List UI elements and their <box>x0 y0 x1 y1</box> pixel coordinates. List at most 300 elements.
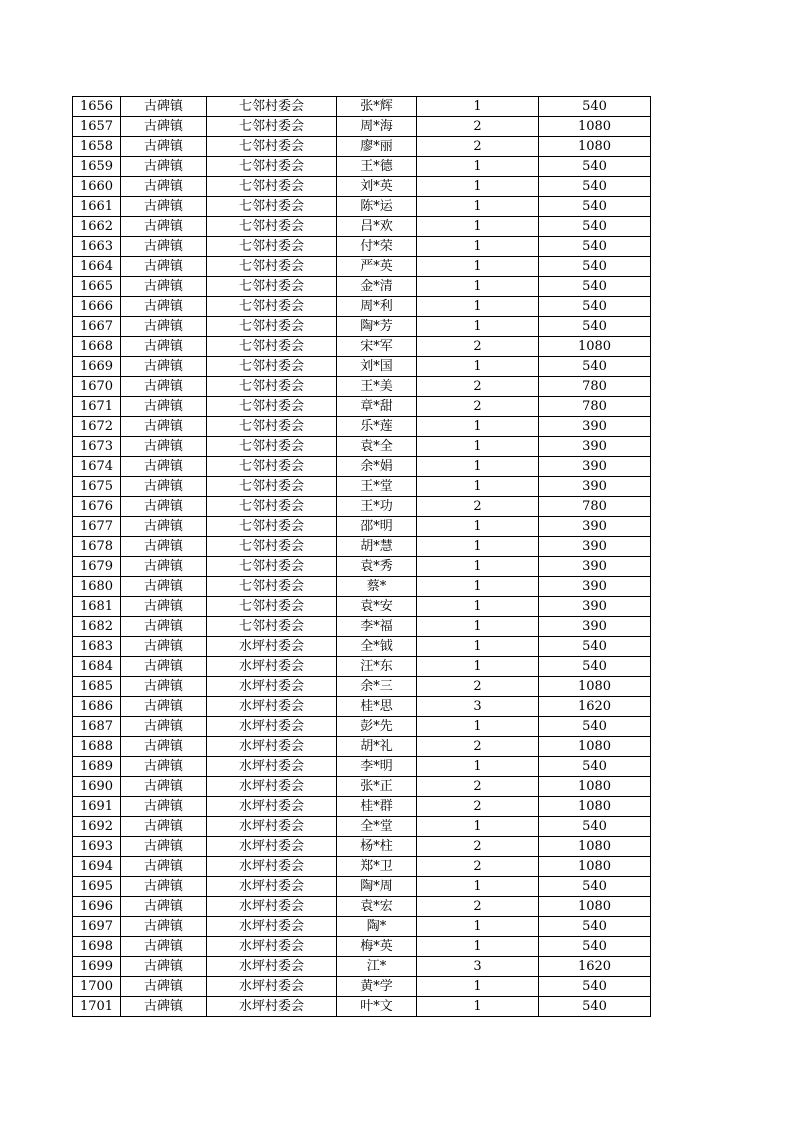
row-number-cell: 1696 <box>73 897 121 917</box>
village-committee-cell: 水坪村委会 <box>207 637 337 657</box>
village-committee-cell: 水坪村委会 <box>207 737 337 757</box>
village-committee-cell: 七邻村委会 <box>207 237 337 257</box>
amount-cell: 390 <box>539 417 651 437</box>
amount-cell: 540 <box>539 637 651 657</box>
table-row <box>73 517 651 537</box>
amount-cell: 390 <box>539 617 651 637</box>
row-number-cell: 1666 <box>73 297 121 317</box>
household-count-cell: 2 <box>417 497 539 517</box>
household-count-cell: 1 <box>417 177 539 197</box>
town-cell: 古碑镇 <box>121 497 207 517</box>
town-cell: 古碑镇 <box>121 177 207 197</box>
amount-cell: 390 <box>539 537 651 557</box>
village-committee-cell: 水坪村委会 <box>207 817 337 837</box>
person-name-cell: 刘*英 <box>337 177 417 197</box>
village-committee-cell: 水坪村委会 <box>207 837 337 857</box>
row-number-cell: 1697 <box>73 917 121 937</box>
town-cell: 古碑镇 <box>121 237 207 257</box>
person-name-cell: 付*荣 <box>337 237 417 257</box>
row-number-cell: 1676 <box>73 497 121 517</box>
town-cell: 古碑镇 <box>121 117 207 137</box>
row-number-cell: 1669 <box>73 357 121 377</box>
row-number-cell: 1694 <box>73 857 121 877</box>
town-cell: 古碑镇 <box>121 217 207 237</box>
village-committee-cell: 水坪村委会 <box>207 657 337 677</box>
household-count-cell: 1 <box>417 457 539 477</box>
row-number-cell: 1687 <box>73 717 121 737</box>
household-count-cell: 1 <box>417 937 539 957</box>
row-number-cell: 1659 <box>73 157 121 177</box>
person-name-cell: 胡*慧 <box>337 537 417 557</box>
row-number-cell: 1698 <box>73 937 121 957</box>
row-number-cell: 1671 <box>73 397 121 417</box>
table-row <box>73 377 651 397</box>
person-name-cell: 叶*文 <box>337 997 417 1017</box>
amount-cell: 1080 <box>539 337 651 357</box>
amount-cell: 1080 <box>539 897 651 917</box>
amount-cell: 540 <box>539 997 651 1017</box>
table-row <box>73 337 651 357</box>
town-cell: 古碑镇 <box>121 757 207 777</box>
table-row <box>73 97 651 117</box>
person-name-cell: 彭*先 <box>337 717 417 737</box>
village-committee-cell: 七邻村委会 <box>207 617 337 637</box>
village-committee-cell: 七邻村委会 <box>207 377 337 397</box>
household-count-cell: 2 <box>417 397 539 417</box>
village-committee-cell: 七邻村委会 <box>207 317 337 337</box>
amount-cell: 390 <box>539 557 651 577</box>
row-number-cell: 1695 <box>73 877 121 897</box>
row-number-cell: 1681 <box>73 597 121 617</box>
table-row <box>73 897 651 917</box>
person-name-cell: 袁*全 <box>337 437 417 457</box>
town-cell: 古碑镇 <box>121 537 207 557</box>
amount-cell: 1080 <box>539 117 651 137</box>
table-row <box>73 417 651 437</box>
village-committee-cell: 七邻村委会 <box>207 497 337 517</box>
household-count-cell: 2 <box>417 337 539 357</box>
row-number-cell: 1685 <box>73 677 121 697</box>
town-cell: 古碑镇 <box>121 777 207 797</box>
table-row <box>73 537 651 557</box>
town-cell: 古碑镇 <box>121 277 207 297</box>
person-name-cell: 江* <box>337 957 417 977</box>
household-count-cell: 1 <box>417 977 539 997</box>
household-count-cell: 1 <box>417 217 539 237</box>
table-row <box>73 677 651 697</box>
person-name-cell: 周*利 <box>337 297 417 317</box>
town-cell: 古碑镇 <box>121 657 207 677</box>
person-name-cell: 袁*安 <box>337 597 417 617</box>
table-row <box>73 857 651 877</box>
amount-cell: 540 <box>539 937 651 957</box>
village-committee-cell: 水坪村委会 <box>207 757 337 777</box>
row-number-cell: 1677 <box>73 517 121 537</box>
table-row <box>73 117 651 137</box>
amount-cell: 780 <box>539 497 651 517</box>
amount-cell: 390 <box>539 437 651 457</box>
town-cell: 古碑镇 <box>121 557 207 577</box>
town-cell: 古碑镇 <box>121 337 207 357</box>
person-name-cell: 周*海 <box>337 117 417 137</box>
row-number-cell: 1673 <box>73 437 121 457</box>
village-committee-cell: 水坪村委会 <box>207 937 337 957</box>
amount-cell: 1620 <box>539 697 651 717</box>
table-row <box>73 737 651 757</box>
amount-cell: 540 <box>539 757 651 777</box>
amount-cell: 1080 <box>539 677 651 697</box>
amount-cell: 1080 <box>539 857 651 877</box>
household-count-cell: 1 <box>417 357 539 377</box>
village-committee-cell: 水坪村委会 <box>207 697 337 717</box>
household-count-cell: 3 <box>417 957 539 977</box>
town-cell: 古碑镇 <box>121 937 207 957</box>
amount-cell: 390 <box>539 517 651 537</box>
row-number-cell: 1672 <box>73 417 121 437</box>
person-name-cell: 严*英 <box>337 257 417 277</box>
table-row <box>73 457 651 477</box>
row-number-cell: 1686 <box>73 697 121 717</box>
household-count-cell: 2 <box>417 377 539 397</box>
household-count-cell: 2 <box>417 677 539 697</box>
household-count-cell: 1 <box>417 317 539 337</box>
table-row <box>73 237 651 257</box>
roster-table-body <box>73 97 651 1017</box>
person-name-cell: 袁*秀 <box>337 557 417 577</box>
amount-cell: 540 <box>539 297 651 317</box>
amount-cell: 540 <box>539 877 651 897</box>
village-committee-cell: 七邻村委会 <box>207 277 337 297</box>
person-name-cell: 乐*莲 <box>337 417 417 437</box>
row-number-cell: 1660 <box>73 177 121 197</box>
roster-table <box>72 96 651 1017</box>
village-committee-cell: 七邻村委会 <box>207 517 337 537</box>
amount-cell: 390 <box>539 477 651 497</box>
table-row <box>73 397 651 417</box>
household-count-cell: 1 <box>417 657 539 677</box>
town-cell: 古碑镇 <box>121 437 207 457</box>
household-count-cell: 1 <box>417 917 539 937</box>
row-number-cell: 1675 <box>73 477 121 497</box>
row-number-cell: 1690 <box>73 777 121 797</box>
row-number-cell: 1700 <box>73 977 121 997</box>
table-row <box>73 177 651 197</box>
person-name-cell: 金*清 <box>337 277 417 297</box>
village-committee-cell: 水坪村委会 <box>207 857 337 877</box>
town-cell: 古碑镇 <box>121 197 207 217</box>
row-number-cell: 1662 <box>73 217 121 237</box>
town-cell: 古碑镇 <box>121 297 207 317</box>
town-cell: 古碑镇 <box>121 737 207 757</box>
row-number-cell: 1688 <box>73 737 121 757</box>
table-row <box>73 597 651 617</box>
town-cell: 古碑镇 <box>121 577 207 597</box>
village-committee-cell: 水坪村委会 <box>207 957 337 977</box>
table-row <box>73 137 651 157</box>
household-count-cell: 1 <box>417 97 539 117</box>
amount-cell: 540 <box>539 317 651 337</box>
town-cell: 古碑镇 <box>121 977 207 997</box>
village-committee-cell: 水坪村委会 <box>207 797 337 817</box>
amount-cell: 540 <box>539 257 651 277</box>
table-row <box>73 637 651 657</box>
amount-cell: 540 <box>539 277 651 297</box>
amount-cell: 540 <box>539 217 651 237</box>
household-count-cell: 3 <box>417 697 539 717</box>
household-count-cell: 1 <box>417 817 539 837</box>
table-row <box>73 697 651 717</box>
amount-cell: 390 <box>539 457 651 477</box>
person-name-cell: 章*甜 <box>337 397 417 417</box>
town-cell: 古碑镇 <box>121 637 207 657</box>
town-cell: 古碑镇 <box>121 397 207 417</box>
village-committee-cell: 水坪村委会 <box>207 777 337 797</box>
household-count-cell: 1 <box>417 257 539 277</box>
town-cell: 古碑镇 <box>121 457 207 477</box>
amount-cell: 1080 <box>539 797 651 817</box>
row-number-cell: 1667 <box>73 317 121 337</box>
amount-cell: 390 <box>539 577 651 597</box>
village-committee-cell: 七邻村委会 <box>207 337 337 357</box>
amount-cell: 540 <box>539 177 651 197</box>
table-row <box>73 197 651 217</box>
village-committee-cell: 七邻村委会 <box>207 177 337 197</box>
town-cell: 古碑镇 <box>121 897 207 917</box>
household-count-cell: 1 <box>417 717 539 737</box>
amount-cell: 780 <box>539 377 651 397</box>
town-cell: 古碑镇 <box>121 877 207 897</box>
row-number-cell: 1679 <box>73 557 121 577</box>
town-cell: 古碑镇 <box>121 677 207 697</box>
person-name-cell: 邵*明 <box>337 517 417 537</box>
household-count-cell: 2 <box>417 117 539 137</box>
town-cell: 古碑镇 <box>121 137 207 157</box>
town-cell: 古碑镇 <box>121 617 207 637</box>
row-number-cell: 1701 <box>73 997 121 1017</box>
village-committee-cell: 七邻村委会 <box>207 537 337 557</box>
table-row <box>73 957 651 977</box>
table-row <box>73 277 651 297</box>
row-number-cell: 1692 <box>73 817 121 837</box>
village-committee-cell: 水坪村委会 <box>207 877 337 897</box>
person-name-cell: 黄*学 <box>337 977 417 997</box>
village-committee-cell: 七邻村委会 <box>207 357 337 377</box>
town-cell: 古碑镇 <box>121 417 207 437</box>
person-name-cell: 郑*卫 <box>337 857 417 877</box>
town-cell: 古碑镇 <box>121 257 207 277</box>
household-count-cell: 1 <box>417 997 539 1017</box>
person-name-cell: 胡*礼 <box>337 737 417 757</box>
table-row <box>73 297 651 317</box>
row-number-cell: 1693 <box>73 837 121 857</box>
person-name-cell: 全*堂 <box>337 817 417 837</box>
row-number-cell: 1674 <box>73 457 121 477</box>
village-committee-cell: 七邻村委会 <box>207 417 337 437</box>
town-cell: 古碑镇 <box>121 837 207 857</box>
row-number-cell: 1678 <box>73 537 121 557</box>
household-count-cell: 1 <box>417 637 539 657</box>
village-committee-cell: 七邻村委会 <box>207 117 337 137</box>
person-name-cell: 吕*欢 <box>337 217 417 237</box>
person-name-cell: 蔡* <box>337 577 417 597</box>
town-cell: 古碑镇 <box>121 957 207 977</box>
amount-cell: 540 <box>539 917 651 937</box>
town-cell: 古碑镇 <box>121 477 207 497</box>
village-committee-cell: 七邻村委会 <box>207 217 337 237</box>
town-cell: 古碑镇 <box>121 597 207 617</box>
person-name-cell: 汪*东 <box>337 657 417 677</box>
amount-cell: 1080 <box>539 737 651 757</box>
town-cell: 古碑镇 <box>121 917 207 937</box>
person-name-cell: 余*娟 <box>337 457 417 477</box>
household-count-cell: 1 <box>417 877 539 897</box>
town-cell: 古碑镇 <box>121 157 207 177</box>
person-name-cell: 袁*宏 <box>337 897 417 917</box>
household-count-cell: 1 <box>417 197 539 217</box>
household-count-cell: 2 <box>417 897 539 917</box>
person-name-cell: 陶* <box>337 917 417 937</box>
town-cell: 古碑镇 <box>121 317 207 337</box>
table-row <box>73 917 651 937</box>
amount-cell: 1080 <box>539 137 651 157</box>
row-number-cell: 1668 <box>73 337 121 357</box>
village-committee-cell: 七邻村委会 <box>207 197 337 217</box>
person-name-cell: 王*堂 <box>337 477 417 497</box>
person-name-cell: 桂*思 <box>337 697 417 717</box>
town-cell: 古碑镇 <box>121 357 207 377</box>
table-row <box>73 617 651 637</box>
town-cell: 古碑镇 <box>121 377 207 397</box>
person-name-cell: 杨*柱 <box>337 837 417 857</box>
household-count-cell: 1 <box>417 477 539 497</box>
table-row <box>73 777 651 797</box>
person-name-cell: 李*福 <box>337 617 417 637</box>
person-name-cell: 张*辉 <box>337 97 417 117</box>
household-count-cell: 1 <box>417 437 539 457</box>
row-number-cell: 1680 <box>73 577 121 597</box>
person-name-cell: 桂*群 <box>337 797 417 817</box>
row-number-cell: 1663 <box>73 237 121 257</box>
table-row <box>73 317 651 337</box>
village-committee-cell: 水坪村委会 <box>207 717 337 737</box>
table-row <box>73 497 651 517</box>
person-name-cell: 陈*运 <box>337 197 417 217</box>
table-row <box>73 577 651 597</box>
household-count-cell: 1 <box>417 537 539 557</box>
person-name-cell: 梅*英 <box>337 937 417 957</box>
amount-cell: 540 <box>539 817 651 837</box>
person-name-cell: 全*钺 <box>337 637 417 657</box>
amount-cell: 540 <box>539 237 651 257</box>
village-committee-cell: 七邻村委会 <box>207 137 337 157</box>
table-row <box>73 877 651 897</box>
row-number-cell: 1665 <box>73 277 121 297</box>
person-name-cell: 宋*军 <box>337 337 417 357</box>
person-name-cell: 王*美 <box>337 377 417 397</box>
table-row <box>73 157 651 177</box>
row-number-cell: 1691 <box>73 797 121 817</box>
table-row <box>73 257 651 277</box>
table-row <box>73 997 651 1017</box>
amount-cell: 540 <box>539 977 651 997</box>
row-number-cell: 1657 <box>73 117 121 137</box>
village-committee-cell: 水坪村委会 <box>207 897 337 917</box>
household-count-cell: 1 <box>417 297 539 317</box>
row-number-cell: 1658 <box>73 137 121 157</box>
table-row <box>73 977 651 997</box>
table-row <box>73 797 651 817</box>
row-number-cell: 1689 <box>73 757 121 777</box>
village-committee-cell: 水坪村委会 <box>207 917 337 937</box>
table-row <box>73 837 651 857</box>
amount-cell: 1620 <box>539 957 651 977</box>
table-row <box>73 217 651 237</box>
village-committee-cell: 水坪村委会 <box>207 997 337 1017</box>
row-number-cell: 1664 <box>73 257 121 277</box>
amount-cell: 540 <box>539 197 651 217</box>
household-count-cell: 1 <box>417 517 539 537</box>
table-row <box>73 937 651 957</box>
household-count-cell: 2 <box>417 797 539 817</box>
amount-cell: 540 <box>539 357 651 377</box>
person-name-cell: 张*正 <box>337 777 417 797</box>
row-number-cell: 1656 <box>73 97 121 117</box>
person-name-cell: 余*三 <box>337 677 417 697</box>
person-name-cell: 刘*国 <box>337 357 417 377</box>
village-committee-cell: 水坪村委会 <box>207 677 337 697</box>
town-cell: 古碑镇 <box>121 717 207 737</box>
town-cell: 古碑镇 <box>121 857 207 877</box>
village-committee-cell: 七邻村委会 <box>207 397 337 417</box>
table-row <box>73 817 651 837</box>
household-count-cell: 2 <box>417 137 539 157</box>
household-count-cell: 1 <box>417 617 539 637</box>
person-name-cell: 廖*丽 <box>337 137 417 157</box>
town-cell: 古碑镇 <box>121 697 207 717</box>
household-count-cell: 2 <box>417 777 539 797</box>
village-committee-cell: 七邻村委会 <box>207 457 337 477</box>
row-number-cell: 1670 <box>73 377 121 397</box>
person-name-cell: 王*德 <box>337 157 417 177</box>
table-row <box>73 557 651 577</box>
household-count-cell: 1 <box>417 757 539 777</box>
table-row <box>73 477 651 497</box>
town-cell: 古碑镇 <box>121 97 207 117</box>
household-count-cell: 2 <box>417 837 539 857</box>
household-count-cell: 1 <box>417 557 539 577</box>
household-count-cell: 1 <box>417 577 539 597</box>
town-cell: 古碑镇 <box>121 517 207 537</box>
amount-cell: 540 <box>539 157 651 177</box>
town-cell: 古碑镇 <box>121 797 207 817</box>
village-committee-cell: 七邻村委会 <box>207 437 337 457</box>
town-cell: 古碑镇 <box>121 997 207 1017</box>
table-row <box>73 717 651 737</box>
household-count-cell: 2 <box>417 857 539 877</box>
household-count-cell: 1 <box>417 277 539 297</box>
person-name-cell: 陶*芳 <box>337 317 417 337</box>
village-committee-cell: 七邻村委会 <box>207 477 337 497</box>
village-committee-cell: 七邻村委会 <box>207 557 337 577</box>
row-number-cell: 1683 <box>73 637 121 657</box>
person-name-cell: 王*功 <box>337 497 417 517</box>
amount-cell: 1080 <box>539 837 651 857</box>
village-committee-cell: 七邻村委会 <box>207 257 337 277</box>
table-row <box>73 357 651 377</box>
table-row <box>73 437 651 457</box>
household-count-cell: 1 <box>417 237 539 257</box>
person-name-cell: 李*明 <box>337 757 417 777</box>
